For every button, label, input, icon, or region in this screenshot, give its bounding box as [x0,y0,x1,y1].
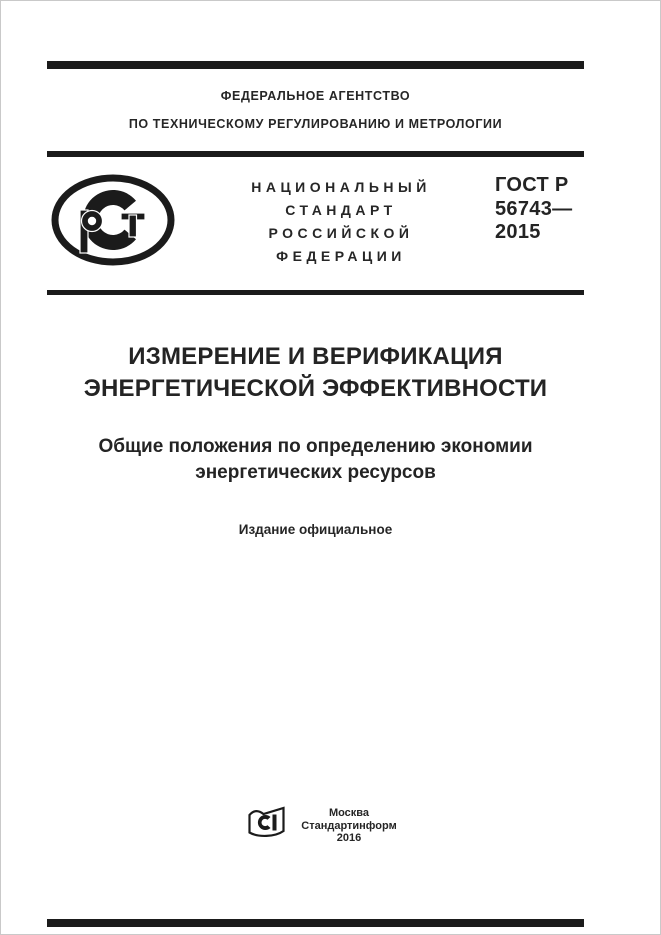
designation-divider-rule [47,290,584,295]
document-subtitle-line: Общие положения по определению экономии [98,436,533,457]
standard-kind-heading [241,176,441,268]
imprint-city: Москва [328,807,370,819]
document-title-line: ЭНЕРГЕТИЧЕСКОЙ ЭФФЕКТИВНОСТИ [83,375,548,402]
document-subtitle-line: энергетических ресурсов [195,462,436,483]
rst-certification-mark-icon [50,173,176,267]
document-subtitle [47,434,584,486]
standartinform-logo-icon [248,806,285,839]
agency-name-line1: ФЕДЕРАЛЬНОЕ АГЕНТСТВО [220,89,411,103]
imprint [293,807,405,845]
standard-kind-line: РОССИЙСКОЙ [268,225,414,241]
imprint-year: 2016 [336,832,362,844]
designation-line: 56743— [495,197,573,220]
document-title [47,341,584,405]
document-title-line: ИЗМЕРЕНИЕ И ВЕРИФИКАЦИЯ [128,343,503,370]
designation-line: ГОСТ Р [495,174,569,196]
standard-kind-line: НАЦИОНАЛЬНЫЙ [251,179,431,195]
agency-name-line2: ПО ТЕХНИЧЕСКОМУ РЕГУЛИРОВАНИЮ И МЕТРОЛОГИИ [128,117,503,131]
standard-kind-line: ФЕДЕРАЦИИ [276,248,406,264]
edition-note: Издание официальное [238,522,393,537]
top-rule [47,61,584,69]
imprint-publisher: Стандартинформ [301,819,397,832]
standard-designation [495,174,605,245]
designation-line: 2015 [495,221,541,243]
standard-kind-line: СТАНДАРТ [285,202,397,218]
header-divider-rule [47,151,584,157]
bottom-rule [47,919,584,927]
